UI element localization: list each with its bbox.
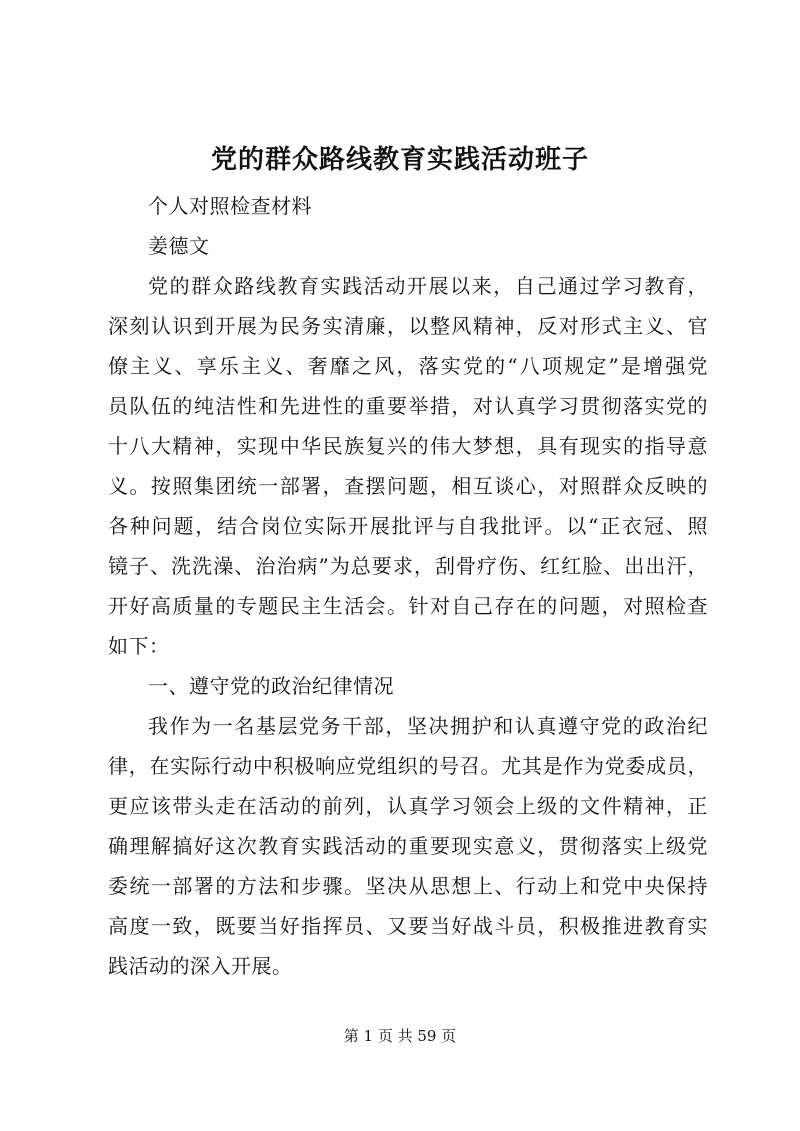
paragraph-line: 我作为一名基层党务干部，坚决拥护和认真遵守党的政治纪	[148, 714, 708, 738]
paragraph-line: 僚主义、享乐主义、奢靡之风，落实党的“八项规定”是增强党	[108, 354, 708, 378]
paragraph-line: 员队伍的纯洁性和先进性的重要举措，对认真学习贯彻落实党的	[108, 394, 708, 418]
paragraph-line: 践活动的深入开展。	[108, 954, 293, 978]
paragraph-line: 更应该带头走在活动的前列，认真学习领会上级的文件精神，正	[108, 794, 708, 818]
paragraph-line: 确理解搞好这次教育实践活动的重要现实意义，贯彻落实上级党	[108, 834, 708, 858]
paragraph-line: 义。按照集团统一部署，查摆问题，相互谈心，对照群众反映的	[108, 474, 708, 498]
page-number: 第 1 页 共 59 页	[343, 1027, 457, 1045]
paragraph-line: 镜子、洗洗澡、治治病”为总要求，刮骨疗伤、红红脸、出出汗，	[108, 554, 708, 578]
paragraph-line: 如下：	[108, 634, 170, 658]
document-subtitle: 个人对照检查材料	[148, 194, 312, 218]
paragraph-line: 十八大精神，实现中华民族复兴的伟大梦想，具有现实的指导意	[108, 434, 708, 458]
document-title: 党的群众路线教育实践活动班子	[210, 145, 589, 175]
paragraph-line: 深刻认识到开展为民务实清廉，以整风精神，反对形式主义、官	[108, 314, 708, 338]
document-author: 姜德文	[148, 234, 210, 258]
paragraph-line: 律，在实际行动中积极响应党组织的号召。尤其是作为党委成员，	[108, 754, 708, 778]
paragraph-line: 高度一致，既要当好指挥员、又要当好战斗员，积极推进教育实	[108, 914, 708, 938]
paragraph-line: 各种问题，结合岗位实际开展批评与自我批评。以“正衣冠、照	[108, 514, 708, 538]
paragraph-line: 开好高质量的专题民主生活会。针对自己存在的问题，对照检查	[108, 594, 708, 618]
section-heading: 一、遵守党的政治纪律情况	[148, 674, 394, 698]
paragraph-line: 党的群众路线教育实践活动开展以来，自己通过学习教育，	[148, 274, 708, 298]
paragraph-line: 委统一部署的方法和步骤。坚决从思想上、行动上和党中央保持	[108, 874, 708, 898]
